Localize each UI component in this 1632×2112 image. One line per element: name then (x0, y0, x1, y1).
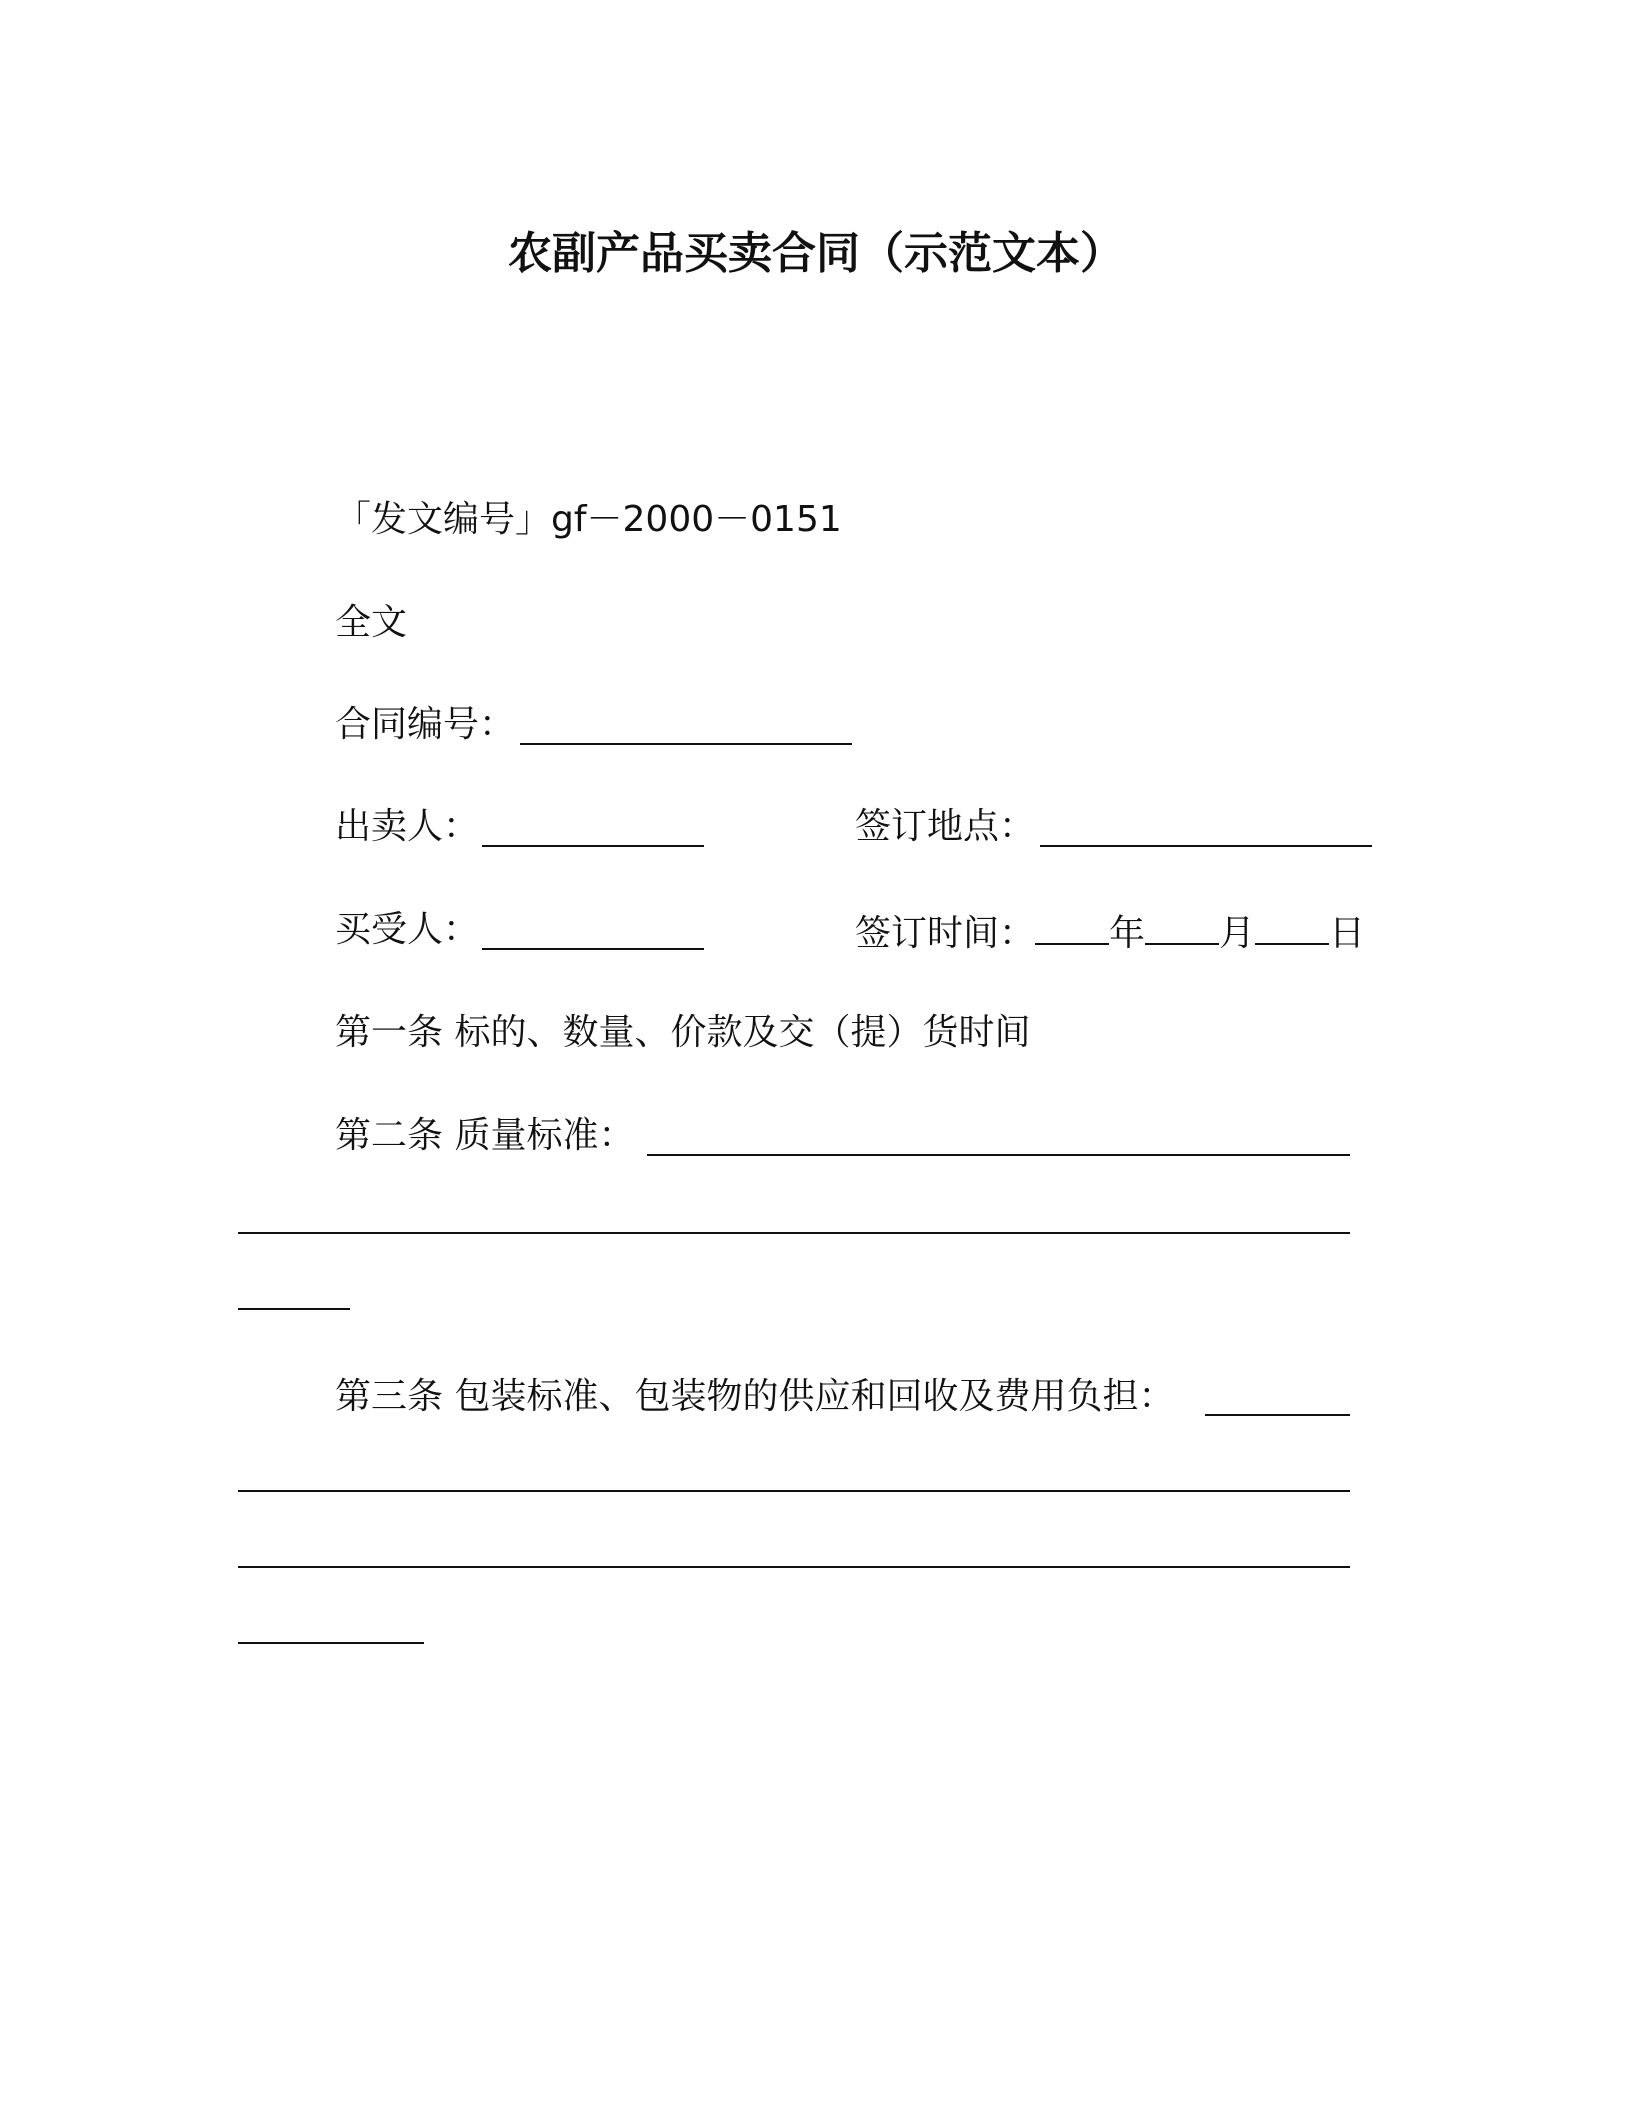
article-3-label: 第三条 包装标准、包装物的供应和回收及费用负担： (335, 1376, 1175, 1417)
article-2-blank-3[interactable] (238, 1308, 350, 1310)
year-blank[interactable] (1035, 905, 1109, 945)
contract-number-blank[interactable] (520, 743, 852, 745)
seller-blank[interactable] (482, 845, 704, 847)
doc-number: 「发文编号」gf－2000－0151 (335, 499, 842, 540)
month-label: 月 (1219, 913, 1256, 954)
day-blank[interactable] (1255, 905, 1329, 945)
sign-place-blank[interactable] (1040, 845, 1372, 847)
buyer-label: 买受人： (335, 909, 480, 950)
year-label: 年 (1109, 913, 1146, 954)
article-2-blank-2[interactable] (238, 1232, 1350, 1234)
contract-number-label: 合同编号： (335, 704, 516, 745)
full-text-label: 全文 (335, 602, 408, 643)
article-3-blank-3[interactable] (238, 1566, 1350, 1568)
article-3-blank-2[interactable] (238, 1490, 1350, 1492)
month-blank[interactable] (1145, 905, 1219, 945)
article-2-label: 第二条 质量标准： (335, 1115, 635, 1156)
article-1: 第一条 标的、数量、价款及交（提）货时间 (335, 1012, 1031, 1053)
article-3-blank-1[interactable] (1205, 1414, 1350, 1416)
sign-time-label: 签订时间： (855, 913, 1036, 954)
sign-time-row (855, 905, 1365, 959)
buyer-blank[interactable] (482, 948, 704, 950)
day-label: 日 (1329, 913, 1366, 954)
article-3-blank-4[interactable] (238, 1642, 424, 1644)
article-2-blank-1[interactable] (647, 1154, 1350, 1156)
document-title: 农副产品买卖合同（示范文本） (508, 228, 1124, 279)
seller-label: 出卖人： (335, 806, 480, 847)
sign-place-label: 签订地点： (855, 806, 1036, 847)
